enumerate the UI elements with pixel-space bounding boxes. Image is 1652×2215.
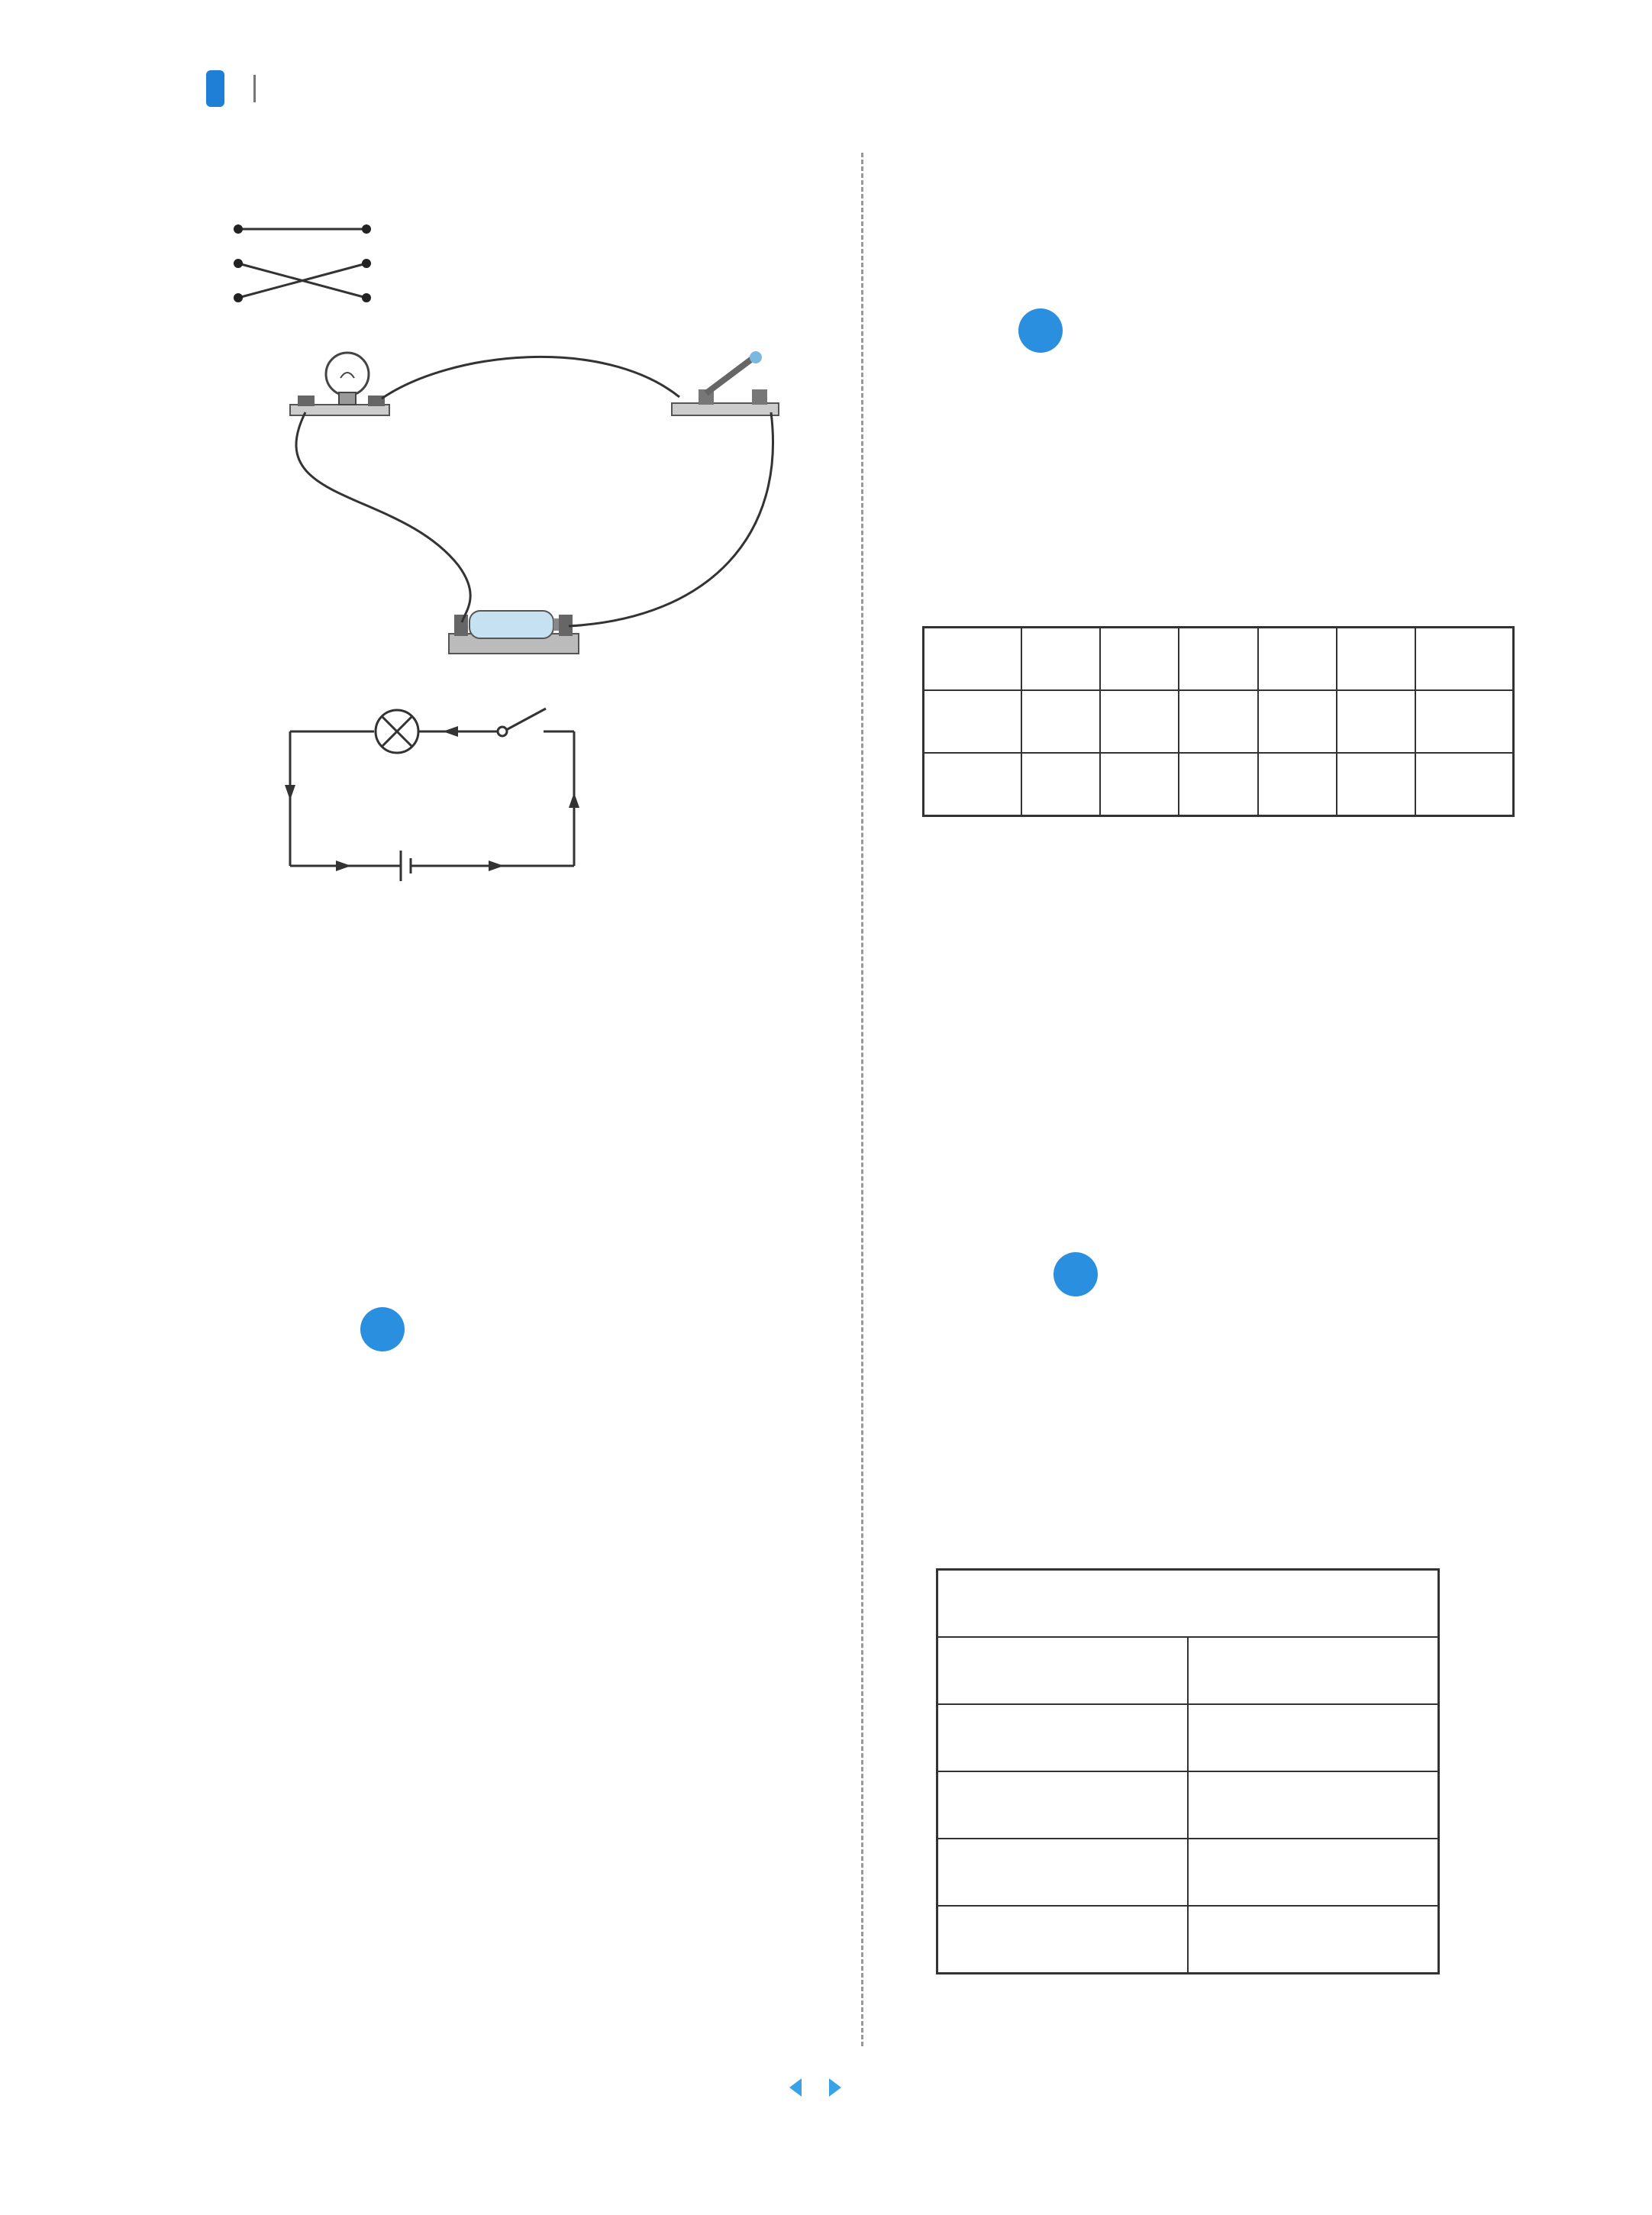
table-header-cell	[1100, 628, 1179, 691]
circuit-diagram	[275, 701, 595, 884]
table-cell	[1100, 753, 1179, 816]
page-footer	[789, 2078, 841, 2097]
table-row	[937, 1704, 1439, 1771]
detection-result-table	[936, 1568, 1440, 1974]
section-number-badge	[1018, 308, 1063, 353]
table-cell	[1188, 1771, 1439, 1839]
switch-symbol	[506, 709, 546, 730]
table-cell	[1100, 690, 1179, 753]
bulb-icon	[326, 353, 369, 396]
section-6-answers-row-1	[893, 1338, 1075, 1377]
circuit-illustration	[282, 336, 786, 672]
table-cell	[937, 1906, 1189, 1974]
table-cell	[924, 753, 1022, 816]
table-cell	[937, 1839, 1189, 1906]
table-header-cell	[1179, 628, 1257, 691]
table-cell	[1179, 690, 1257, 753]
table-header-cell	[1188, 1637, 1439, 1704]
table-header-cell	[1337, 628, 1415, 691]
table-cell	[1415, 753, 1514, 816]
table-cell	[1188, 1839, 1439, 1906]
table-cell	[1258, 690, 1337, 753]
table-cell	[924, 690, 1022, 753]
section-5-answers-row-2	[898, 469, 989, 508]
battery-icon	[469, 611, 553, 638]
prev-page-icon[interactable]	[789, 2078, 802, 2097]
switch-lever	[706, 359, 752, 393]
column-divider	[861, 153, 863, 2046]
section-number-badge	[1053, 1252, 1098, 1296]
section-4-answers-row	[200, 1393, 360, 1432]
table-row	[924, 690, 1514, 753]
next-page-icon[interactable]	[829, 2078, 841, 2097]
section-6-answers-row-2	[893, 1413, 970, 1451]
table-cell	[1258, 753, 1337, 816]
table-cell	[1179, 753, 1257, 816]
table-title	[937, 1570, 1439, 1638]
brand-logo	[206, 70, 224, 107]
table-cell	[1021, 753, 1100, 816]
table-header-cell	[924, 628, 1022, 691]
section-5-answers-row-1	[898, 392, 1050, 431]
table-cell	[937, 1704, 1189, 1771]
header-separator	[253, 75, 256, 102]
table-row	[924, 753, 1514, 816]
table-cell	[1337, 753, 1415, 816]
page-header	[206, 66, 280, 111]
table-cell	[1188, 1704, 1439, 1771]
section-4-heading	[360, 1307, 417, 1351]
terminal-connection-table	[922, 626, 1515, 817]
table-header-cell	[937, 1637, 1189, 1704]
table-header-cell	[1415, 628, 1514, 691]
table-cell	[1188, 1906, 1439, 1974]
section-number-badge	[360, 1307, 405, 1351]
section-5-heading	[1018, 308, 1075, 353]
table-row	[937, 1771, 1439, 1839]
table-cell	[1415, 690, 1514, 753]
table-row	[937, 1906, 1439, 1974]
table-cell	[937, 1771, 1189, 1839]
table-header-cell	[1021, 628, 1100, 691]
table-cell	[1021, 690, 1100, 753]
matching-lines-diagram	[229, 214, 382, 313]
section-6-heading	[1053, 1252, 1110, 1296]
table-row	[937, 1839, 1439, 1906]
table-cell	[1337, 690, 1415, 753]
table-header-cell	[1258, 628, 1337, 691]
